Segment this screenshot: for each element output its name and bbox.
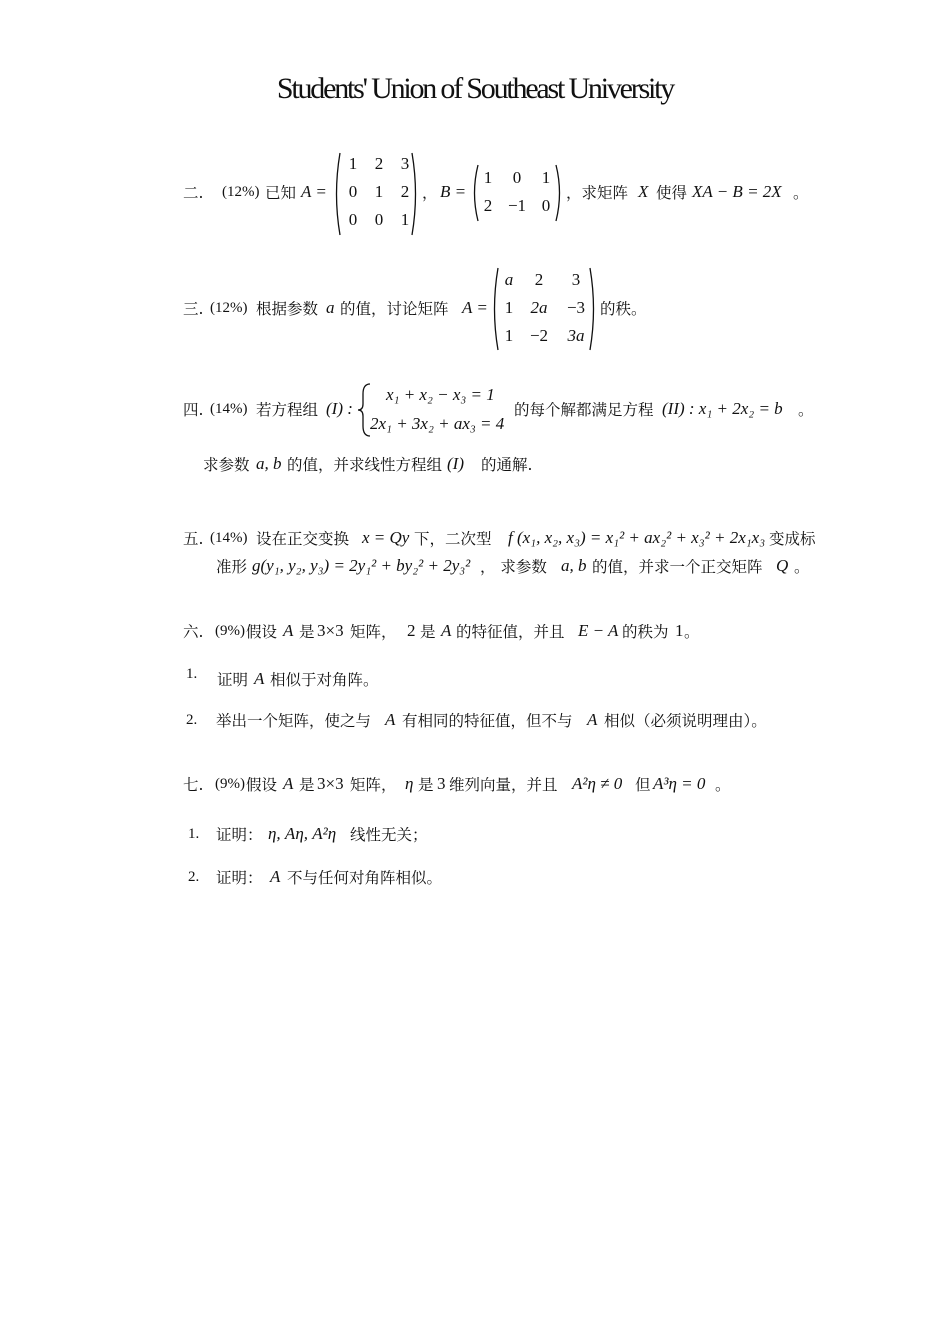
q6-text-6: 的秩为 <box>622 623 669 641</box>
matrix-cell: 3 <box>400 154 410 173</box>
q6-sub1-a: A <box>254 669 265 688</box>
q5-line2-text-3: 的值，并求一个正交矩阵 <box>592 558 763 576</box>
q7-condition-2: A³η = 0 <box>653 774 706 793</box>
q2-text-2: ，求矩阵 <box>566 184 629 202</box>
q2-end: 。 <box>793 184 809 202</box>
q4-line2-text: 求参数 <box>203 456 250 474</box>
matrix-cell: −3 <box>566 298 586 317</box>
q5-text-2: 下，二次型 <box>414 530 492 548</box>
q7-text-2: 是 <box>299 776 315 794</box>
q5-line2-text: 准形 <box>216 558 248 576</box>
q2-text: 已知 <box>265 184 297 202</box>
q7-number: 七. <box>183 776 204 794</box>
matrix-cell: 1 <box>483 168 493 187</box>
q6-sub2-number: 2. <box>186 712 198 728</box>
q5-end: 。 <box>794 558 810 576</box>
q2-matrix-a-label: A = <box>301 182 327 201</box>
q5-params: a, b <box>561 556 587 575</box>
q6-sub2-a-2: A <box>587 710 598 729</box>
q6-end: 。 <box>684 623 700 641</box>
q4-equation-3: (II) : x₁ + 2x₂ = b <box>662 399 783 418</box>
q5-transform: x = Qy <box>362 528 410 547</box>
matrix-cell: a <box>504 270 514 289</box>
q3-points: (12%) <box>210 300 248 316</box>
q2-matrix-b <box>474 168 560 216</box>
q6-e-minus-a: E − A <box>578 621 619 640</box>
matrix-cell: 0 <box>348 210 358 229</box>
q5-line2-text-2: ， 求参数 <box>480 558 547 576</box>
q6-sub2-text-3: 相似（必须说明理由）。 <box>604 712 767 730</box>
q6-text-2: 是 <box>299 623 315 641</box>
q2-equation: XA − B = 2X <box>692 182 782 201</box>
header-title: Students' Union of Southeast University <box>276 72 674 105</box>
q6-sub1-text-2: 相似于对角阵。 <box>270 671 379 689</box>
q7-a: A <box>283 774 294 793</box>
matrix-cell: 1 <box>348 154 358 173</box>
q4-text-2: 的每个解都满足方程 <box>514 401 654 419</box>
q3-text: 根据参数 <box>256 300 319 318</box>
q3-text-2: 的值，讨论矩阵 <box>340 300 449 318</box>
matrix-cell: 1 <box>541 168 551 187</box>
matrix-cell: 2 <box>374 154 384 173</box>
matrix-cell: 1 <box>400 210 410 229</box>
q7-sub1-text-2: 线性无关； <box>350 826 428 844</box>
q7-text-5: 维列向量，并且 <box>449 776 558 794</box>
q3-text-3: 的秩。 <box>600 300 647 318</box>
q5-points: (14%) <box>210 530 248 546</box>
q4-equation-2: 2x₁ + 3x₂ + ax₃ = 4 <box>370 414 505 433</box>
q7-text-4: 是 <box>418 776 434 794</box>
q7-sub1-number: 1. <box>188 826 200 842</box>
q6-text: 假设 <box>246 623 278 641</box>
q6-number: 六. <box>183 623 204 641</box>
q4-text: 若方程组 <box>256 401 319 419</box>
q4-equation-1: x₁ + x₂ − x₃ = 1 <box>386 385 495 404</box>
q3-matrix-label: A = <box>462 298 488 317</box>
q6-text-3: 矩阵， <box>350 623 397 641</box>
q6-dim: 3×3 <box>317 621 344 640</box>
q7-points: (9%) <box>215 776 245 792</box>
q7-end: 。 <box>715 776 731 794</box>
q7-eta: η <box>405 774 414 793</box>
q2-number: 二. <box>183 184 204 202</box>
q6-sub1-text: 证明 <box>217 671 249 689</box>
q5-text-3: 变成标 <box>769 530 816 548</box>
q5-text: 设在正交变换 <box>256 530 350 548</box>
q7-text: 假设 <box>246 776 278 794</box>
q6-text-5: 的特征值，并且 <box>456 623 565 641</box>
q3-param-a: a <box>326 298 335 317</box>
q7-condition-1: A²η ≠ 0 <box>572 774 623 793</box>
matrix-cell: 1 <box>504 326 514 345</box>
matrix-cell: 3a <box>567 326 585 345</box>
q2-matrix-a <box>340 154 418 230</box>
q5-canonical-form: g(y₁, y₂, y₃) = 2y₁² + by₂² + 2y₃² <box>252 556 471 575</box>
q2-comma: ， <box>422 184 438 202</box>
matrix-cell: 0 <box>348 182 358 201</box>
q6-sub2-text: 举出一个矩阵，使之与 <box>216 712 372 730</box>
q4-line2-text-3: 的通解. <box>481 456 533 474</box>
q7-text-6: 但 <box>635 776 651 794</box>
matrix-cell: −1 <box>507 196 527 215</box>
q3-number: 三. <box>183 300 204 318</box>
q6-sub2-text-2: 有相同的特征值，但不与 <box>402 712 573 730</box>
matrix-cell: 2 <box>483 196 493 215</box>
q5-quadratic-form: f (x₁, x₂, x₃) = x₁² + ax₂² + x₃² + 2x₁x₃ <box>508 528 766 547</box>
matrix-cell: 1 <box>374 182 384 201</box>
matrix-cell: −2 <box>529 326 549 345</box>
q4-end: 。 <box>798 401 814 419</box>
q6-a: A <box>283 621 294 640</box>
q4-line2-text-2: 的值，并求线性方程组 <box>287 456 443 474</box>
q7-sub2-text-2: 不与任何对角阵相似。 <box>287 869 443 887</box>
q4-params: a, b <box>256 454 282 473</box>
matrix-cell: 3 <box>571 270 581 289</box>
matrix-cell: 2a <box>530 298 548 317</box>
q4-system-ref: (I) <box>447 454 464 473</box>
matrix-cell: 2 <box>400 182 410 201</box>
q5-q: Q <box>776 556 789 575</box>
q6-one: 1 <box>675 621 684 640</box>
q7-sub2-number: 2. <box>188 869 200 885</box>
q7-sub1-text: 证明： <box>216 826 263 844</box>
q7-sub2-text: 证明： <box>216 869 263 887</box>
q6-a-2: A <box>441 621 452 640</box>
q5-number: 五. <box>183 530 204 548</box>
q6-sub1-number: 1. <box>186 666 198 682</box>
q7-dim: 3×3 <box>317 774 344 793</box>
matrix-cell: 0 <box>512 168 522 187</box>
q6-points: (9%) <box>215 623 245 639</box>
q7-text-3: 矩阵， <box>350 776 397 794</box>
q6-text-4: 是 <box>420 623 436 641</box>
matrix-cell: 0 <box>541 196 551 215</box>
q2-points: (12%) <box>222 184 260 200</box>
q7-vectors: η, Aη, A²η <box>268 824 337 843</box>
matrix-cell: 1 <box>504 298 514 317</box>
matrix-cell: 2 <box>534 270 544 289</box>
q4-points: (14%) <box>210 401 248 417</box>
q4-number: 四. <box>183 401 204 419</box>
q2-matrix-b-label: B = <box>440 182 467 201</box>
q7-sub2-a: A <box>270 867 281 886</box>
q2-x: X <box>638 182 649 201</box>
q4-system-label: (I) : <box>326 399 353 418</box>
q6-two: 2 <box>407 621 416 640</box>
matrix-cell: 0 <box>374 210 384 229</box>
q2-text-3: 使得 <box>656 184 688 202</box>
q7-three: 3 <box>437 774 446 793</box>
q6-sub2-a: A <box>385 710 396 729</box>
q3-matrix <box>498 270 594 346</box>
